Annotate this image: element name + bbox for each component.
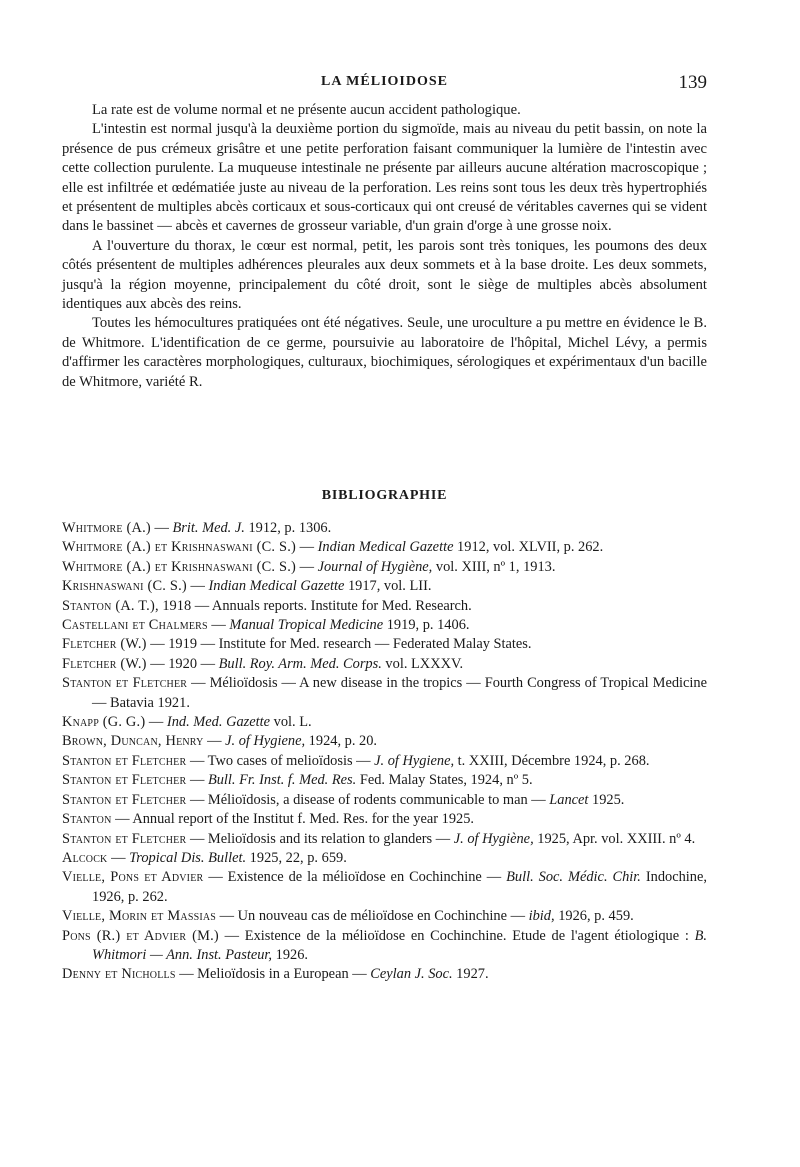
bibliography-entry — [62, 752, 707, 771]
reference-source: Ind. Med. Gazette — [166, 714, 271, 731]
reference-source: B. Whitmori — Ann. Inst. Pasteur, — [92, 927, 707, 963]
reference-source: Lancet — [549, 791, 589, 808]
reference-details: 1924, p. 20. — [305, 733, 378, 750]
reference-text: — — [203, 733, 226, 750]
reference-source: Manual Tropical Medicine — [229, 617, 384, 634]
reference-details: vol. L. — [270, 714, 312, 731]
reference-details: 1917, vol. LII. — [344, 578, 432, 595]
reference-text: — Existence de la mélioïdose en Cochinchine — — [203, 869, 507, 886]
reference-details: 1927. — [452, 966, 489, 983]
reference-author: Brown, Duncan, Henry — [62, 733, 204, 750]
reference-author: Whitmore (A.) et Krishnaswani (C. S.) — [62, 539, 296, 556]
bibliography-entry — [62, 674, 707, 713]
reference-text: — Mélioïdosis — A new disease in the tropics — Fourth Congress of Tropical Medicine — Batavia 1921. — [92, 675, 707, 711]
paragraph: A l'ouverture du thorax, le cœur est normal, petit, les parois sont très toniques, les poumons des deux côtés présentent de multiples adhérences pleurales aux deux sommets et à la base droite. Les deux sommets, jusqu'à la région moyenne, principalement du côté droit, sont le siège de multiples abcès absolument identiques aux abcès des reins. — [62, 237, 707, 313]
reference-details: Fed. Malay States, 1924, nº 5. — [356, 772, 533, 789]
reference-author: Fletcher (W.) — [62, 655, 147, 672]
body-text — [62, 101, 707, 392]
reference-details: 1925, 22, p. 659. — [246, 849, 347, 866]
bibliography-entry — [62, 965, 707, 984]
reference-author: Alcock — [62, 849, 108, 866]
bibliography-entry — [62, 830, 707, 849]
reference-details: Indochine, 1926, p. 262. — [92, 869, 707, 905]
reference-text: — Annual report of the Institut f. Med. Res. for the year 1925. — [111, 811, 475, 828]
reference-source: Indian Medical Gazette — [317, 539, 454, 556]
reference-author: Fletcher (W.) — [62, 636, 147, 653]
reference-source: Ceylan J. Soc. — [370, 966, 453, 983]
reference-text: — Mélioïdosis, a disease of rodents communicable to man — — [186, 791, 550, 808]
bibliography-entry — [62, 927, 707, 966]
bibliography-entry — [62, 907, 707, 926]
reference-author: Castellani et Chalmers — [62, 617, 208, 634]
reference-details: 1925. — [588, 791, 625, 808]
reference-author: Whitmore (A.) et Krishnaswani (C. S.) — [62, 558, 296, 575]
reference-source: J. of Hygiene, — [225, 733, 306, 750]
reference-source: Brit. Med. J. — [172, 520, 245, 536]
reference-source: J. of Hygiène, — [453, 830, 534, 847]
reference-author: Stanton et Fletcher — [62, 791, 187, 808]
reference-author: Whitmore (A.) — [62, 520, 151, 536]
bibliography-entry — [62, 597, 707, 616]
reference-author: Krishnaswani (C. S.) — [62, 578, 187, 595]
reference-source: Bull. Roy. Arm. Med. Corps. — [218, 655, 382, 672]
reference-details: vol. LXXXV. — [381, 655, 464, 672]
reference-details: 1926. — [272, 946, 309, 963]
reference-text: — — [295, 558, 318, 575]
bibliography-entry — [62, 519, 707, 538]
bibliography-entry — [62, 655, 707, 674]
reference-details: vol. XIII, nº 1, 1913. — [432, 558, 556, 575]
reference-author: Stanton et Fletcher — [62, 830, 187, 847]
running-title: LA MÉLIOIDOSE — [321, 74, 448, 89]
bibliography-entry — [62, 791, 707, 810]
reference-source: Journal of Hygiène, — [317, 558, 433, 575]
reference-source: Bull. Soc. Médic. Chir. — [506, 869, 641, 886]
reference-author: Stanton (A. T.), — [62, 597, 159, 614]
reference-details: 1912, vol. XLVII, p. 262. — [453, 539, 604, 556]
reference-source: ibid, — [528, 908, 555, 925]
reference-details: 1926, p. 459. — [554, 908, 634, 925]
reference-details: t. XXIII, Décembre 1924, p. 268. — [454, 752, 650, 769]
reference-details: 1925, Apr. vol. XXIII. nº 4. — [533, 830, 696, 847]
reference-text: — — [186, 578, 209, 595]
reference-author: Stanton et Fletcher — [62, 675, 188, 692]
reference-author: Vielle, Morin et Massias — [62, 908, 217, 925]
paragraph: L'intestin est normal jusqu'à la deuxième portion du sigmoïde, mais au niveau du petit bassin, on note la présence de pus crémeux grisâtre et une petite perforation faisant communiquer la lumière de l'intestin avec cette collection purulente. La muqueuse intestinale ne présente par ailleurs aucune altération macroscopique ; elle est infiltrée et œdématiée juste au niveau de la perforation. Les reins sont tous les deux très hypertrophiés et présentent de multiples abcès corticaux et sous-corticaux qui ont creusé de véritables cavernes qui se vident dans le bassinet — abcès et cavernes de grosseur variable, d'un grain d'orge à une grosse noix. — [62, 121, 707, 235]
page-number: 139 — [678, 72, 707, 93]
reference-source: Indian Medical Gazette — [208, 578, 345, 595]
reference-text: 1918 — Annuals reports. Institute for Med. Research. — [158, 597, 472, 614]
reference-text: — — [207, 617, 230, 634]
reference-text: — — [150, 520, 173, 536]
bibliography-entry — [62, 849, 707, 868]
reference-source: J. of Hygiene, — [374, 752, 455, 769]
reference-source: Bull. Fr. Inst. f. Med. Res. — [207, 772, 357, 789]
bibliography-entry — [62, 538, 707, 557]
paragraph: Toutes les hémocultures pratiquées ont été négatives. Seule, une uroculture a pu mettre en évidence le B. de Whitmore. L'identification de ce germe, poursuivie au laboratoire de l'hôpital, Michel Lévy, a permis d'affirmer les caractères morphologiques, culturaux, biochimiques, sérologiques et expérimentaux d'un bacille de Whitmore, variété R. — [62, 315, 707, 390]
reference-author: Stanton et Fletcher — [62, 772, 187, 789]
bibliography-entry — [62, 810, 707, 829]
page-header — [62, 72, 707, 96]
reference-text: — Melioïdosis in a European — — [175, 966, 371, 983]
bibliography-entry — [62, 713, 707, 732]
reference-author: Stanton — [62, 811, 112, 828]
reference-text: — — [145, 714, 167, 731]
reference-details: 1912, p. 1306. — [244, 520, 332, 536]
bibliography-entry — [62, 577, 707, 596]
reference-author: Knapp (G. G.) — [62, 714, 146, 731]
reference-text: — Melioïdosis and its relation to glanders — — [186, 830, 454, 847]
reference-author: Vielle, Pons et Advier — [62, 869, 204, 886]
reference-author: Denny et Nicholls — [62, 966, 176, 983]
reference-text: — — [186, 772, 208, 789]
bibliography-list — [62, 519, 707, 985]
bibliography-heading: BIBLIOGRAPHIE — [321, 488, 448, 503]
bibliography-entry — [62, 732, 707, 751]
reference-author: Stanton et Fletcher — [62, 752, 187, 769]
bibliography-entry — [62, 635, 707, 654]
reference-author: Pons (R.) et Advier (M.) — [62, 927, 219, 944]
bibliography-entry — [62, 558, 707, 577]
bibliography-entry — [62, 771, 707, 790]
reference-text: — Two cases of melioïdosis — — [186, 752, 375, 769]
reference-text: — 1920 — — [146, 655, 219, 672]
bibliography-entry — [62, 868, 707, 907]
reference-text: — — [295, 539, 318, 556]
reference-text: — 1919 — Institute for Med. research — Federated Malay States. — [146, 636, 532, 653]
paragraph: La rate est de volume normal et ne présente aucun accident pathologique. — [92, 102, 521, 118]
bibliography-entry — [62, 616, 707, 635]
reference-text: — Existence de la mélioïdose en Cochinchine. Etude de l'agent étiologique : — [218, 927, 695, 944]
reference-text: — Un nouveau cas de mélioïdose en Cochinchine — — [216, 908, 529, 925]
reference-text: — — [107, 849, 130, 866]
reference-details: 1919, p. 1406. — [383, 617, 470, 634]
reference-source: Tropical Dis. Bullet. — [129, 849, 247, 866]
